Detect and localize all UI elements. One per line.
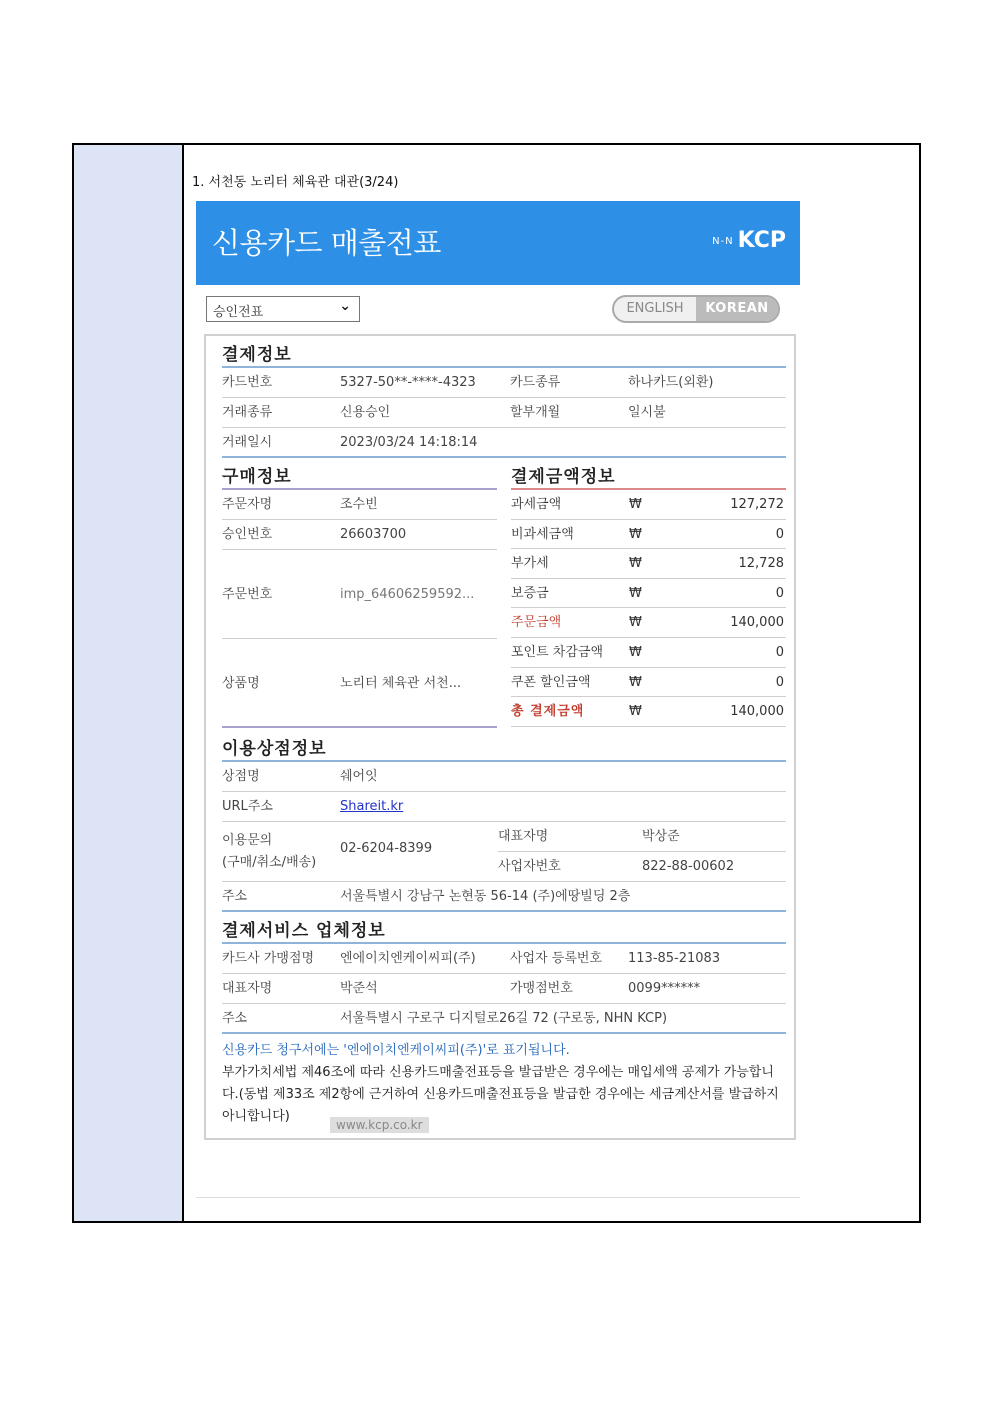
install: 일시불 [628, 405, 666, 420]
amount-label: 과세금액 [511, 497, 562, 512]
card-type: 하나카드(외환) [628, 375, 714, 390]
merchant-info-title: 이용상점정보 [222, 736, 786, 762]
contact: 02-6204-8399 [340, 841, 433, 856]
purchase-info [222, 464, 497, 728]
language-toggle[interactable] [612, 295, 780, 323]
notice-line1: 신용카드 청구서에는 '엔에이치엔케이씨피(주)'로 표기됩니다. [222, 1043, 570, 1058]
amount-value: 0 [775, 644, 784, 660]
won-icon: ₩ [629, 526, 642, 542]
addr: 서울특별시 강남구 논현동 56-14 (주)에땅빌딩 2층 [340, 889, 631, 904]
biz: 822-88-00602 [642, 859, 735, 874]
service-row [222, 944, 786, 974]
amount-row [511, 697, 786, 727]
ceo: 박상준 [642, 829, 680, 844]
amount-label: 포인트 차감금액 [511, 644, 604, 660]
merchant-row [222, 792, 786, 822]
lang-english-button[interactable]: ENGLISH [626, 301, 684, 316]
amount-info-title: 결제금액정보 [511, 464, 786, 490]
card-no: 5327-50**-****-4323 [340, 375, 476, 390]
amount-value: 0 [775, 585, 784, 601]
store: 0099****** [628, 981, 701, 996]
contact-label [222, 822, 340, 881]
service-ceo-label: 대표자명 [222, 981, 273, 996]
trade-type: 신용승인 [340, 405, 391, 420]
order: imp_64606259592... [340, 587, 475, 602]
amount-info [511, 464, 786, 728]
contact-label-line1: 이용문의 [222, 833, 273, 848]
service-row [222, 974, 786, 1004]
document-frame [72, 143, 921, 1223]
amount-row [511, 608, 786, 638]
approval: 26603700 [340, 527, 407, 542]
merchant-name: 엔에이치엔케이씨피(주) [340, 951, 476, 966]
amount-row [511, 668, 786, 698]
receipt [196, 201, 800, 1140]
merchant-subtable [498, 822, 786, 881]
amount-value: 140,000 [730, 615, 784, 631]
amount-row [511, 520, 786, 550]
won-icon: ₩ [629, 644, 642, 660]
notice-line2: 부가가치세법 제46조에 따라 신용카드매출전표등을 발급받은 경우에는 매입세액 공제가 가능합니다.(동법 제33조 제2항에 근거하여 신용카드매출전표등을 발급한 경우에는 세금계산서를 발급하지 아니합니다) [222, 1065, 779, 1124]
service-addr-label: 주소 [222, 1011, 248, 1026]
won-icon: ₩ [629, 704, 642, 720]
order-amount-label: 주문금액 [511, 615, 562, 631]
purchase-row [222, 639, 497, 728]
shop-label: 상점명 [222, 769, 260, 784]
receipt-panel [204, 334, 796, 1140]
service-addr: 서울특별시 구로구 디지털로26길 72 (구로동, NHN KCP) [340, 1011, 668, 1026]
divider [196, 1197, 800, 1198]
ceo-label: 대표자명 [498, 829, 549, 844]
reg: 113-85-21083 [628, 951, 721, 966]
amount-row [511, 490, 786, 520]
purchase-row [222, 520, 497, 550]
receipt-banner [196, 201, 800, 285]
amount-row [511, 549, 786, 579]
buyer: 조수빈 [340, 497, 378, 512]
ceo-row [498, 822, 786, 852]
won-icon: ₩ [629, 497, 642, 512]
amount-label: 부가세 [511, 556, 549, 572]
install-label: 할부개월 [510, 405, 561, 420]
product-label: 상품명 [222, 676, 260, 691]
merchant-row [222, 822, 786, 882]
service-ceo: 박준석 [340, 981, 378, 996]
card-no-label: 카드번호 [222, 375, 273, 390]
service-info-title: 결제서비스 업체정보 [222, 918, 786, 944]
payment-row [222, 428, 786, 458]
lang-korean-button[interactable]: KOREAN [696, 297, 778, 321]
footer-url: www.kcp.co.kr [330, 1117, 429, 1133]
toolbar [196, 285, 800, 331]
payment-row [222, 368, 786, 398]
shop-url-link[interactable]: Shareit.kr [340, 799, 404, 814]
trade-type-label: 거래종류 [222, 405, 273, 420]
biz-row [498, 852, 786, 881]
total-amount-label: 총 결제금액 [511, 704, 585, 720]
amount-value: 0 [775, 526, 784, 542]
amount-label: 비과세금액 [511, 526, 574, 542]
total-amount-value: 140,000 [730, 704, 784, 720]
merchant-row [222, 882, 786, 912]
trade-date-label: 거래일시 [222, 435, 273, 450]
purchase-row [222, 550, 497, 639]
addr-label: 주소 [222, 889, 248, 904]
amount-row [511, 638, 786, 668]
purchase-info-title: 구매정보 [222, 464, 497, 490]
shop: 쉐어잇 [340, 769, 378, 784]
kcp-logo [712, 228, 786, 253]
chevron-down-icon: ⌄ [339, 298, 351, 314]
contact-label-line2: (구매/취소/배송) [222, 855, 317, 870]
receipt-type-select[interactable] [206, 296, 360, 322]
won-icon: ₩ [629, 556, 642, 572]
amount-row [511, 579, 786, 609]
amount-value: 0 [775, 674, 784, 690]
purchase-amount-section [222, 464, 786, 728]
merchant-name-label: 카드사 가맹점명 [222, 951, 315, 966]
trade-date: 2023/03/24 14:18:14 [340, 435, 478, 450]
payment-info-title: 결제정보 [222, 342, 786, 368]
won-icon: ₩ [629, 585, 642, 601]
amount-label: 쿠폰 할인금액 [511, 674, 591, 690]
won-icon: ₩ [629, 674, 642, 690]
purchase-row [222, 490, 497, 520]
biz-label: 사업자번호 [498, 859, 561, 874]
payment-row [222, 398, 786, 428]
product: 노리터 체육관 서천... [340, 676, 462, 691]
service-row [222, 1004, 786, 1034]
amount-label: 보증금 [511, 585, 549, 601]
nhn-logo-icon: N-N [712, 235, 734, 247]
notice [222, 1040, 786, 1128]
amount-value: 12,728 [738, 556, 784, 572]
order-label: 주문번호 [222, 587, 273, 602]
buyer-label: 주문자명 [222, 497, 273, 512]
banner-title: 신용카드 매출전표 [212, 226, 441, 260]
approval-label: 승인번호 [222, 527, 273, 542]
logo-text: KCP [737, 228, 786, 253]
merchant-row [222, 762, 786, 792]
url-label: URL주소 [222, 799, 273, 814]
amount-value: 127,272 [730, 497, 784, 512]
card-type-label: 카드종류 [510, 375, 561, 390]
left-column [74, 145, 184, 1221]
store-label: 가맹점번호 [510, 981, 573, 996]
won-icon: ₩ [629, 615, 642, 631]
select-value: 승인전표 [213, 305, 264, 320]
reg-label: 사업자 등록번호 [510, 951, 603, 966]
page-heading: 1. 서천동 노리터 체육관 대관(3/24) [192, 175, 399, 190]
